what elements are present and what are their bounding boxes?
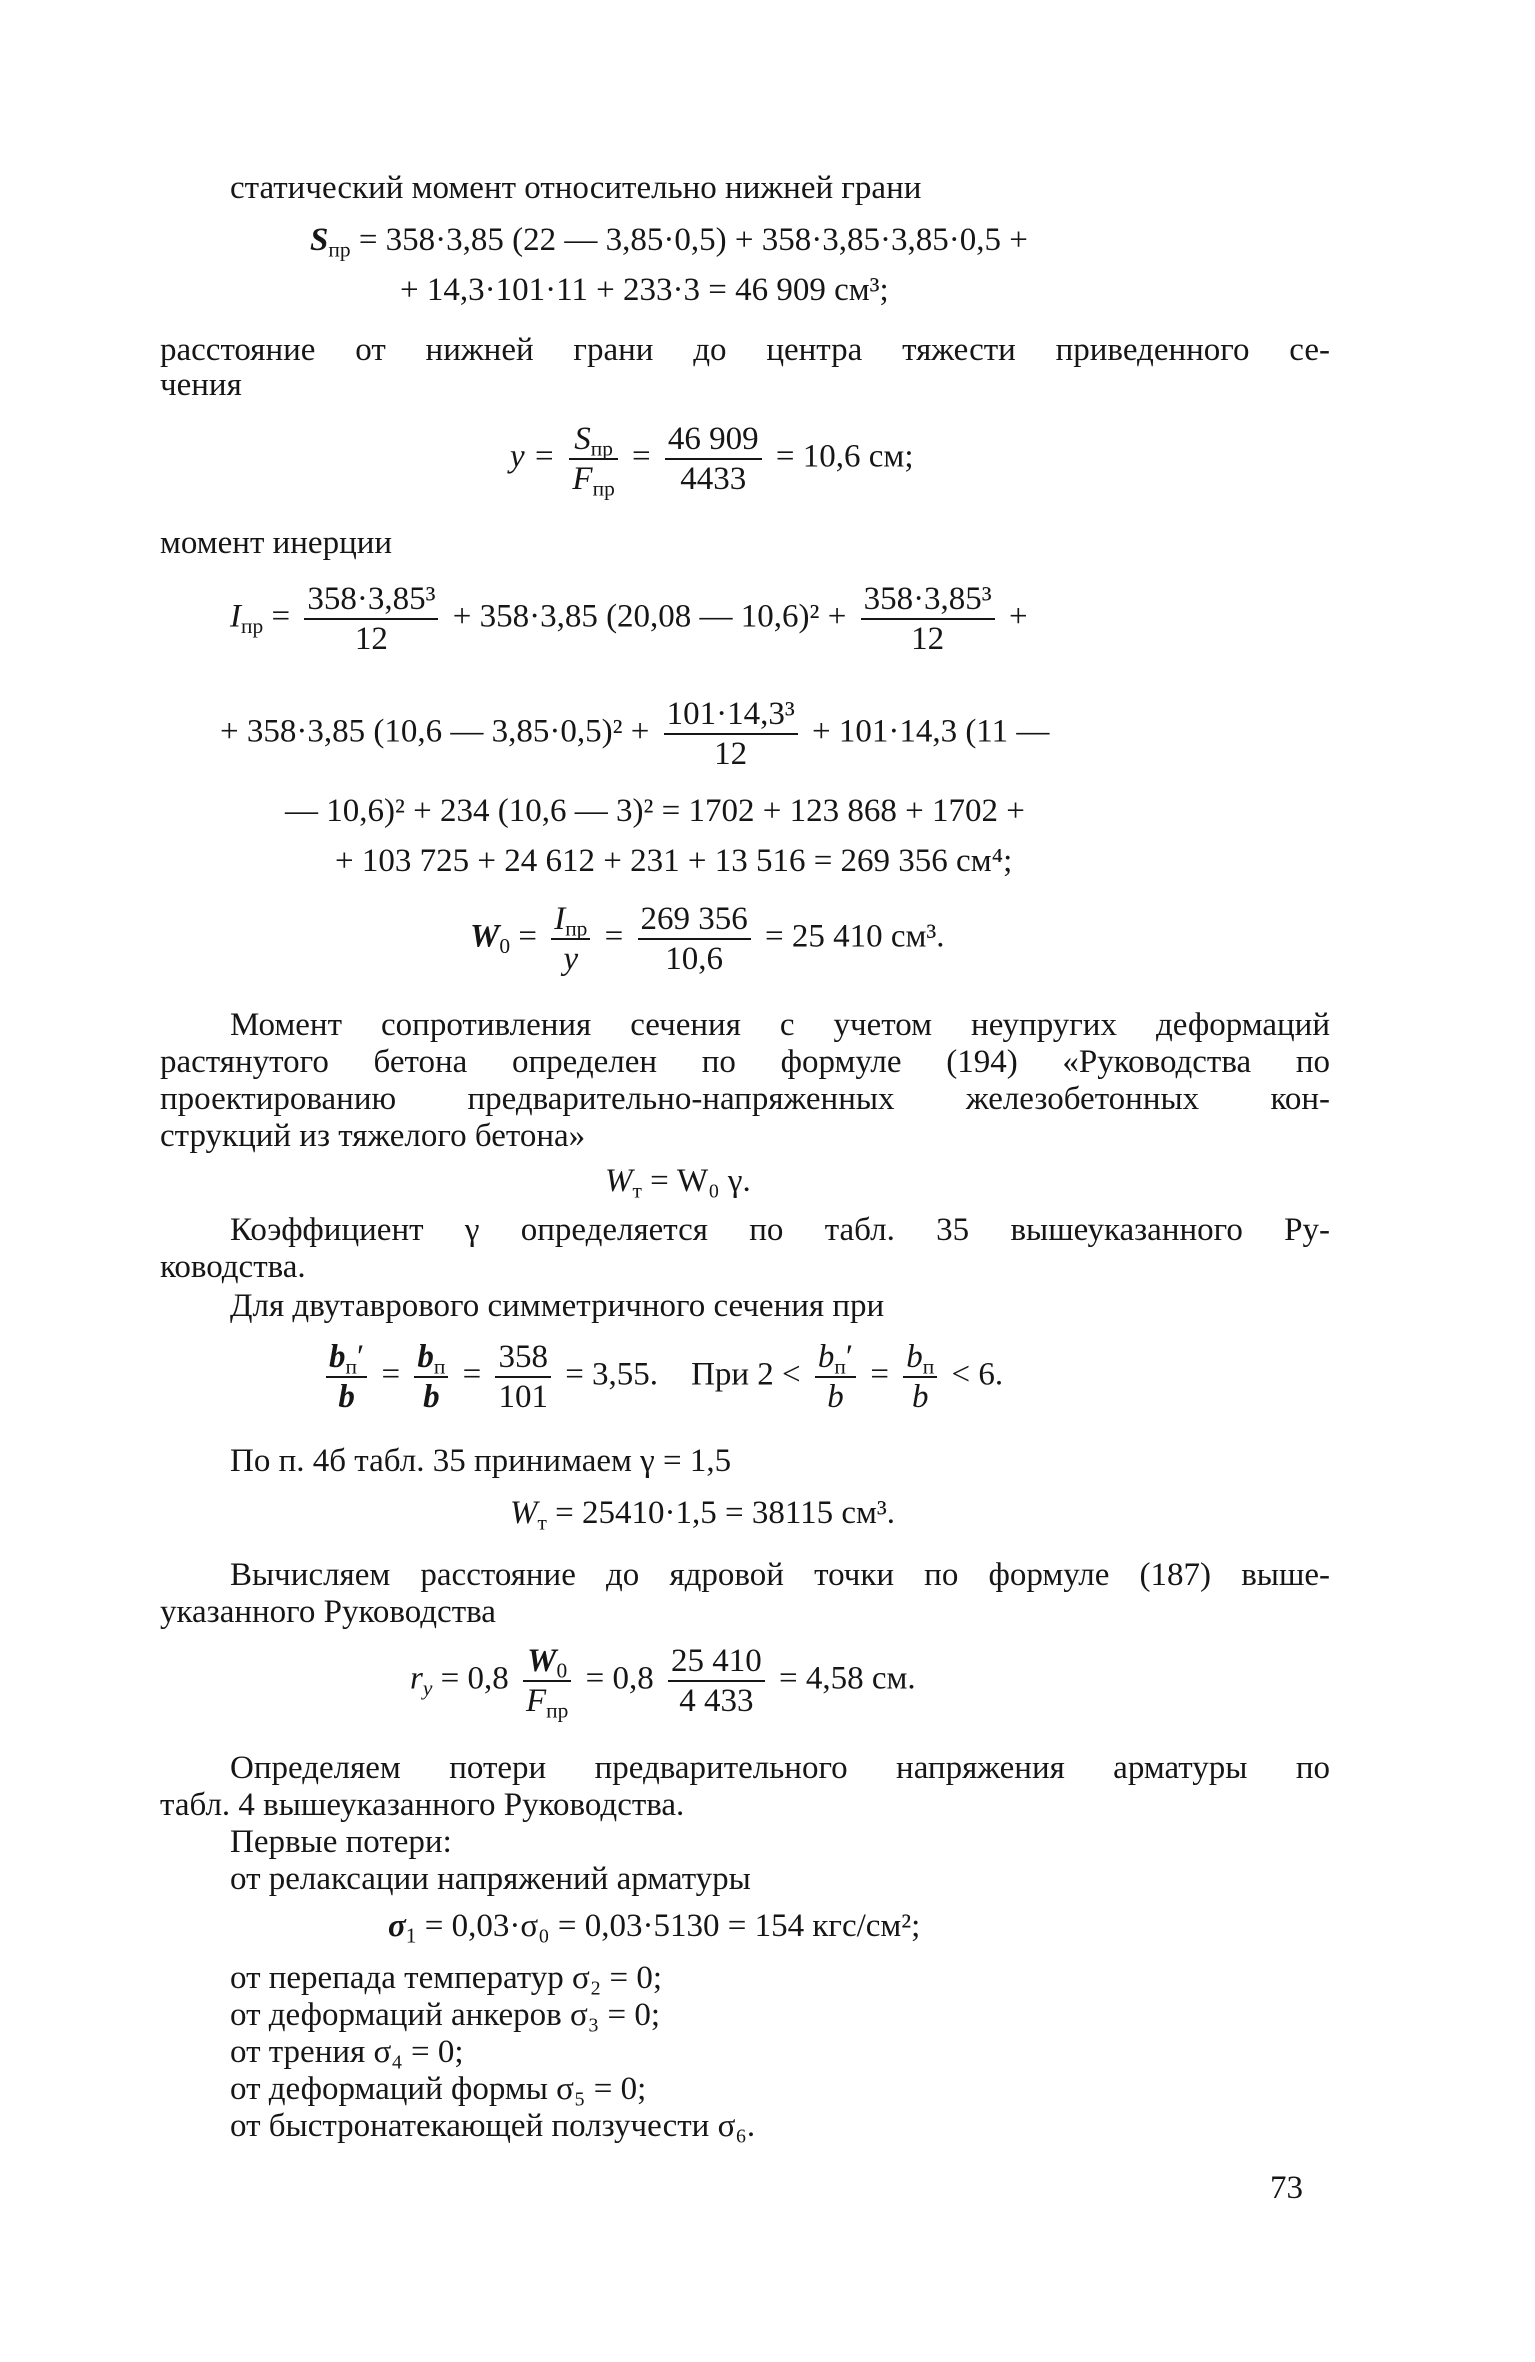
list-item-temperature: от перепада температур σ₂ = 0; [230,1960,663,1996]
equation-y: y = $\frac{S_{пр}}{F_{пр}}$ = $\frac{46 909}{4433}$ = 10,6 см; [510,421,914,501]
equation-i-line3: — 10,6)² + 234 (10,6 — 3)² = 1702 + 123 868 + 1702 + [285,793,1025,829]
paragraph-core-l1: Вычисляем расстояние до ядровой точки по формуле (187) выше- [230,1557,1330,1593]
paragraph-resistance-l1: Момент сопротивления сечения с учетом неупругих деформаций [230,1007,1330,1043]
equation-i-line2: + 358·3,85 (10,6 — 3,85·0,5)² + $\frac{\text{101·14,3³}}{12}$ + 101·14,3 (11 — [220,696,1050,772]
equation-wt-value: $W_т = 25410\cdot 1,5 = 38115$ см³. [510,1495,896,1535]
equation-s-line1: $S_{пр} = 358\cdot 3,85$ (22 — 3,85·0,5) + 358·3,85·3,85·0,5 + [310,222,1028,262]
list-item-friction: от трения σ₄ = 0; [230,2034,464,2070]
equation-w0: $W_0$ = $\frac{I_{пр}}{y}$ = $\frac{269 356}{10,6}$ = 25 410 см³. [470,901,945,977]
list-item-anchors: от деформаций анкеров σ₃ = 0; [230,1997,661,2033]
equation-wt: $W_т = W_0$ γ. [605,1163,751,1203]
paragraph-relaxation: от релаксации напряжений арматуры [230,1861,751,1897]
paragraph-accept-gamma: По п. 4б табл. 35 принимаем γ = 1,5 [230,1443,732,1479]
equation-ry: $r_y = 0,8$ $\frac{W_0}{F_{пр}}$ = 0,8 $\frac{25 410}{4 433}$ = 4,58 см. [410,1643,916,1723]
equation-i-line4: + 103 725 + 24 612 + 231 + 13 516 = 269 356 см⁴; [335,843,1013,879]
paragraph-first-losses: Первые потери: [230,1824,452,1860]
paragraph-static-moment: статический момент относительно нижней грани [230,170,922,206]
paragraph-resistance-l4: струкций из тяжелого бетона» [160,1118,586,1154]
paragraph-resistance-l3: проектированию предварительно-напряженных железобетонных кон- [160,1081,1330,1117]
paragraph-distance-end: чения [160,367,242,403]
list-item-form: от деформаций формы σ₅ = 0; [230,2071,647,2107]
paragraph-section: Для двутаврового симметричного сечения при [230,1288,885,1324]
paragraph-core-l2: указанного Руководства [160,1594,496,1630]
equation-sigma1: $\sigma_1 = 0,03\cdot\sigma_0 = 0,03\cdot 5130 = 154$ кгс/см²; [388,1908,921,1948]
page-number: 73 [1270,2170,1303,2206]
equation-b-ratio: $\frac{b_п'}{b}$ = $\frac{b_п}{b}$ = $\frac{358}{101}$ = 3,55. При 2 < $\frac{b_п'}{b}$ = $\frac{b_п}{b}$ < 6. [320,1338,1003,1416]
paragraph-losses-l1: Определяем потери предварительного напряжения арматуры по [230,1750,1330,1786]
paragraph-distance: расстояние от нижней грани до центра тяжести приведенного се- [160,332,1330,368]
equation-s-line2: + 14,3·101·11 + 233·3 = 46 909 см³; [400,272,889,308]
paragraph-coefficient-l1: Коэффициент γ определяется по табл. 35 вышеуказанного Ру- [230,1212,1330,1248]
equation-i-line1: $I_{пр}$ = $\frac{\text{358·3,85³}}{12}$ + 358·3,85 (20,08 — 10,6)² + $\frac{\text{358·3,85³}}{12}$ + [230,581,1028,657]
paragraph-losses-l2: табл. 4 вышеуказанного Руководства. [160,1787,685,1823]
paragraph-coefficient-l2: ководства. [160,1249,306,1285]
list-item-creep: от быстронатекающей ползучести σ₆. [230,2108,756,2144]
paragraph-resistance-l2: растянутого бетона определен по формуле (194) «Руководства по [160,1044,1330,1080]
paragraph-moment-inertia: момент инерции [160,525,393,561]
